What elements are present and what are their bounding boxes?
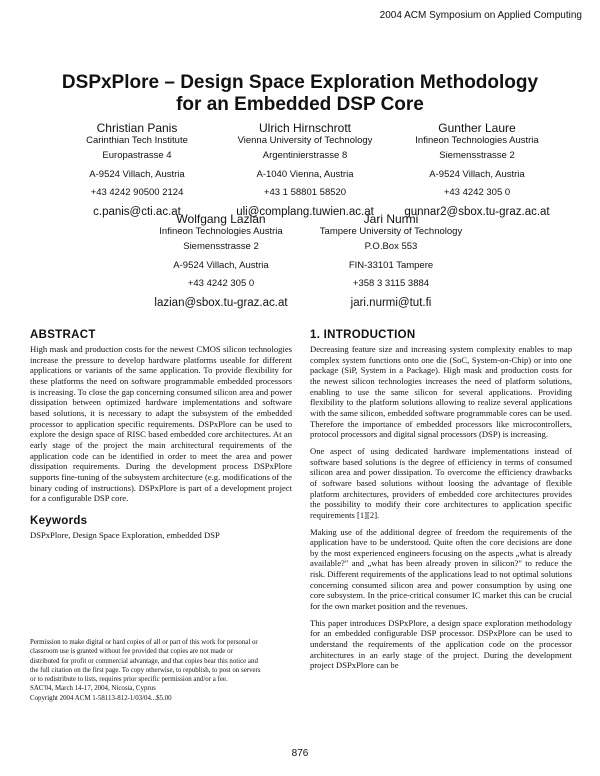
author-phone: +43 4242 305 0 — [443, 187, 511, 198]
author-name: Ulrich Hirnschrott — [258, 121, 351, 135]
author-affiliation: Carinthian Tech Institute — [86, 135, 188, 146]
author-phone: +43 4242 305 0 — [187, 278, 255, 289]
author-email: gunnar2@sbox.tu-graz.ac.at — [404, 205, 550, 218]
author-affiliation: Tampere University of Technology — [319, 226, 463, 237]
author-affiliation: Infineon Technologies Austria — [159, 226, 283, 237]
author-address-1: Europastrasse 4 — [102, 150, 172, 161]
intro-paragraph: This paper introduces DSPxPlore, a design space exploration methodology for an embedded configurable DSP processor. DSPxPlore can be used to understand the requirements of the application code on the processor architectures in an early stage of the project. During the development project DSPxPlore can be — [310, 617, 572, 671]
author-block — [220, 121, 390, 221]
keywords-heading: Keywords — [30, 514, 88, 527]
permission-copyright: Copyright 2004 ACM 1-58113-812-1/03/04...$5.00 — [30, 694, 172, 702]
permission-block — [30, 638, 292, 703]
left-column — [30, 328, 292, 547]
author-affiliation: Infineon Technologies Austria — [415, 135, 539, 146]
title-line-2: for an Embedded DSP Core — [176, 94, 424, 115]
keywords-text: DSPxPlore, Design Space Exploration, embedded DSP — [30, 529, 220, 540]
paper-title — [0, 72, 600, 116]
author-block — [392, 121, 562, 221]
permission-venue: SAC'04, March 14-17, 2004, Nicosia, Cyprus — [30, 685, 156, 693]
author-address-2: A-9524 Villach, Austria — [89, 168, 185, 180]
author-phone: +43 1 58801 58520 — [263, 187, 347, 198]
author-address-2: A-9524 Villach, Austria — [429, 168, 525, 180]
author-email: c.panis@cti.ac.at — [93, 205, 181, 218]
page-number: 876 — [291, 748, 309, 759]
author-address-1: Siemensstrasse 2 — [439, 150, 515, 161]
author-block — [136, 212, 306, 312]
intro-paragraph: Decreasing feature size and increasing system complexity enables to map complex system functions onto one die (SoC, System-on-Chip) or into one package (SiP, System in a Package). High mask and production costs for the newest silicon technologies increases the need of platform solutions, enabling to use the same silicon for several applications. Providing flexibility to the platform solutions allowing to realize several applications with the same silicon, embedded software programmable cores can be used. Therefore the importance of embedded processors like microcontrollers, protocol processors and digital signal processors (DSP) is increasing. — [310, 344, 572, 440]
abstract-text: High mask and production costs for the newest CMOS silicon technologies increase the pressure to develop hardware platforms useable for different applications or variants of the same application. To provide flexibility for these platforms the need on software programmable embedded processors is increasing. To close the gap concerning consumed silicon area and power dissipation between optimized hardware implementations and software based solutions, it is necessary to adapt the subsystem of the embedded processor to application specific requirements. DSPxPlore can be used to explore the design space of RISC based embedded core architectures. At an early stage of the project the main architectural requirements of the application code can be identified in order to meet the area and power dissipation requirements. During the development process DSPxPlore supports fine-tuning of the subsystem architecture (e.g. modifications of the binary coding of instructions). DSPxPlore is part of a development project for a configurable DSP core. — [30, 344, 292, 504]
author-name: Wolfgang Lazian — [176, 212, 266, 226]
permission-text: Permission to make digital or hard copies of all or part of this work for personal or classroom use is granted without fee provided that copies are not made or distributed for profit or commercial advantage, and that copies bear this notice and the full citation on the first page. To copy otherwise, to republish, to post on servers or to redistribute to lists, requires prior specific permission and/or a fee. — [30, 639, 261, 684]
title-line-1: DSPxPlore – Design Space Exploration Methodology — [61, 72, 539, 93]
author-name: Christian Panis — [96, 121, 178, 135]
author-address-2: FIN-33101 Tampere — [348, 259, 434, 271]
author-address-2: A-9524 Villach, Austria — [173, 259, 269, 271]
author-phone: +358 3 3115 3884 — [352, 278, 430, 289]
abstract-heading: ABSTRACT — [30, 329, 96, 341]
author-address-1: Argentinierstrasse 8 — [262, 150, 348, 161]
author-affiliation: Vienna University of Technology — [237, 135, 373, 146]
introduction-heading: 1. INTRODUCTION — [310, 329, 416, 341]
author-name: Gunther Laure — [438, 121, 516, 135]
author-address-1: Siemensstrasse 2 — [183, 241, 259, 252]
author-block — [306, 212, 476, 312]
author-block — [52, 121, 222, 221]
right-column — [310, 328, 572, 677]
intro-paragraph: One aspect of using dedicated hardware implementations instead of software based solutions is the degree of efficiency in terms of consumed silicon area and power dissipation. To overcome the efficiency drawbacks of software based solutions without loosing the advantage of flexible platform architectures, providers of embedded core architectures provides the possibility to modify their core architectures to application specific requirements [1][2]. — [310, 445, 572, 520]
author-name: Jari Nurmi — [363, 212, 419, 226]
author-address-1: P.O.Box 553 — [364, 241, 418, 252]
intro-paragraph: Making use of the additional degree of freedom the requirements of the application have to be understood. Quite often the core decisions are done by the most experienced engineers focusing on the aspects „what is already available?" and „what has been already proven in silicon?" to reduce the risk. Different requirements of the applications lead to not optimal solutions concerning consumed silicon area and power consumption by using one core subsystem. In the price-critical consumer IC market this can be crucial for the own market position and the revenues. — [310, 526, 572, 612]
author-email: uli@complang.tuwien.ac.at — [236, 205, 374, 218]
author-phone: +43 4242 90500 2124 — [90, 187, 184, 198]
author-email: jari.nurmi@tut.fi — [350, 296, 432, 309]
author-address-2: A-1040 Vienna, Austria — [256, 168, 354, 180]
conference-header: 2004 ACM Symposium on Applied Computing — [379, 10, 582, 21]
author-email: lazian@sbox.tu-graz.ac.at — [154, 296, 288, 309]
